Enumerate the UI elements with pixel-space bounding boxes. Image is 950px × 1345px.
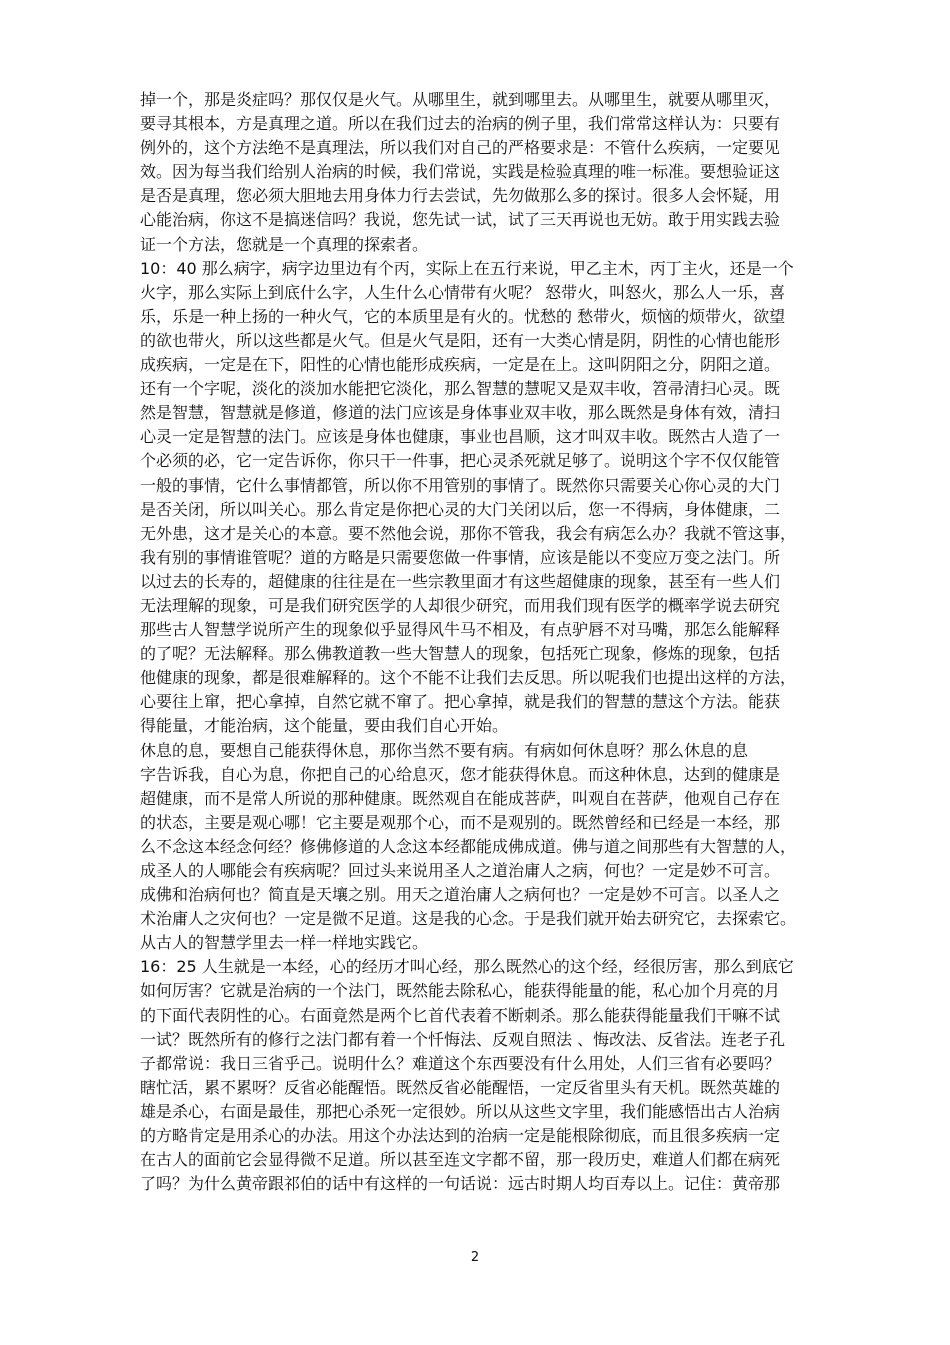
text-line: 然是智慧，智慧就是修道，修道的法门应该是身体事业双丰收，那么既然是身体有效，清扫 xyxy=(140,403,781,423)
text-line: 16：25 人生就是一本经，心的经历才叫心经，那么既然心的这个经，经很厉害，那么到底它 xyxy=(140,957,794,977)
text-line: 要寻其根本，方是真理之道。所以在我们过去的治病的例子里，我们常常这样认为：只要有 xyxy=(140,114,781,134)
text-line: 一般的事情，它什么事情都管，所以你不用管别的事情了。既然你只需要关心你心灵的大门 xyxy=(140,475,781,495)
text-line: 成疾病，一定是在下，阳性的心情也能形成疾病，一定是在上。这叫阴阳之分，阴阳之道。 xyxy=(140,355,781,375)
text-line: 火字，那么实际上到底什么字，人生什么心情带有火呢？ 怒带火，叫怒火，那么人一乐，喜 xyxy=(140,282,786,302)
page-number: 2 xyxy=(470,1250,480,1265)
text-line: 如何厉害？它就是治病的一个法门，既然能去除私心，能获得能量的能，私心加个月亮的月 xyxy=(140,981,781,1001)
text-line: 在古人的面前它会显得微不足道。所以甚至连文字都不留，那一段历史，难道人们都在病死 xyxy=(140,1150,781,1170)
text-line: 个必须的必，它一定告诉你，你只干一件事，把心灵杀死就足够了。说明这个字不仅仅能管 xyxy=(140,451,781,471)
text-line: 心能治病，你这不是搞迷信吗？我说，您先试一试，试了三天再说也无妨。敢于用实践去验 xyxy=(140,210,781,230)
text-line: 的方略肯定是用杀心的办法。用这个办法达到的治病一定是能根除彻底，而且很多疾病一定 xyxy=(140,1126,781,1146)
text-line: 的下面代表阴性的心。右面竟然是两个匕首代表着不断刺杀。那么能获得能量我们干嘛不试 xyxy=(140,1005,781,1025)
text-line: 效。因为每当我们给别人治病的时候，我们常说，实践是检验真理的唯一标准。要想验证这 xyxy=(140,162,781,182)
text-line: 得能量，才能治病，这个能量，要由我们自心开始。 xyxy=(140,716,509,736)
text-line: 他健康的现象，都是很难解释的。这个不能不让我们去反思。所以呢我们也提出这样的方法， xyxy=(140,668,797,688)
text-line: 了吗？为什么黄帝跟祁伯的话中有这样的一句话说：远古时期人均百寿以上。记住：黄帝那 xyxy=(140,1174,781,1194)
text-line: 的了呢？无法解释。那么佛教道教一些大智慧人的现象，包括死亡现象，修炼的现象，包括 xyxy=(140,644,781,664)
text-line: 休息的息，要想自己能获得休息，那你当然不要有病。有病如何休息呀？那么休息的息 xyxy=(140,740,749,760)
text-line: 雄是杀心，右面是最佳，那把心杀死一定很妙。所以从这些文字里，我们能感悟出古人治病 xyxy=(140,1101,781,1121)
text-line: 例外的，这个方法绝不是真理法，所以我们对自己的严格要求是：不管什么疾病，一定要见 xyxy=(140,138,781,158)
text-line: 的欲也带火，所以这些都是火气。但是火气是阳，还有一大类心情是阴，阴性的心情也能形 xyxy=(140,330,781,350)
text-line: 超健康，而不是常人所说的那种健康。既然观自在能成菩萨，叫观自在菩萨，他观自己存在 xyxy=(140,788,781,808)
text-line: 成圣人的人哪能会有疾病呢？回过头来说用圣人之道治庸人之病，何也？一定是妙不可言。 xyxy=(140,861,781,880)
text-line: 成佛和治病何也？简直是天壤之别。用天之道治庸人之病何也？一定是妙不可言。以圣人之 xyxy=(140,885,781,905)
text-line: 字告诉我，自心为息，你把自己的心给息灭，您才能获得休息。而这种休息，达到的健康是 xyxy=(140,764,781,784)
text-line: 术治庸人之灾何也？一定是微不足道。这是我的心念。于是我们就开始去研究它，去探索它。 xyxy=(140,909,797,929)
text-line: 么不念这本经念何经？修佛修道的人念这本经都能成佛成道。佛与道之间那些有大智慧的人， xyxy=(140,836,797,856)
text-line: 一试？既然所有的修行之法门都有着一个忏悔法、反观自照法 、悔改法、反省法。连老子孔 xyxy=(140,1029,786,1049)
body-text xyxy=(140,88,880,1196)
text-line: 心灵一定是智慧的法门。应该是身体也健康，事业也昌顺，这才叫双丰收。既然古人造了一 xyxy=(140,427,781,447)
text-line: 还有一个字呢，淡化的淡加水能把它淡化，那么智慧的慧呢又是双丰收，笤帚清扫心灵。既 xyxy=(140,379,781,399)
text-line: 心要往上窜，把心拿掉，自然它就不窜了。把心拿掉，就是我们的智慧的慧这个方法。能获 xyxy=(140,692,781,712)
text-line: 掉一个，那是炎症吗？那仅仅是火气。从哪里生，就到哪里去。从哪里生，就要从哪里灭， xyxy=(140,90,781,109)
text-line: 无外患，这才是关心的本意。要不然他会说，那你不管我，我会有病怎么办？我就不管这事， xyxy=(140,523,797,543)
text-line: 子都常说：我日三省乎己。说明什么？难道这个东西要没有什么用处，人们三省有必要吗？ xyxy=(140,1053,781,1073)
text-line: 从古人的智慧学里去一样一样地实践它。 xyxy=(140,933,429,953)
text-line: 无法理解的现象，可是我们研究医学的人却很少研究，而用我们现有医学的概率学说去研究 xyxy=(140,595,781,615)
text-line: 的状态，主要是观心哪！它主要是观那个心，而不是观别的。既然曾经和已经是一本经，那 xyxy=(140,812,781,832)
text-line: 证一个方法，您就是一个真理的探索者。 xyxy=(140,234,429,254)
text-line: 是否是真理，您必须大胆地去用身体力行去尝试，先勿做那么多的探讨。很多人会怀疑，用 xyxy=(140,186,781,206)
text-line: 乐，乐是一种上扬的一种火气，它的本质里是有火的。忧愁的 愁带火，烦恼的烦带火，欲望 xyxy=(140,306,786,326)
text-line: 是否关闭，所以叫关心。那么肯定是你把心灵的大门关闭以后，您一不得病，身体健康，二 xyxy=(140,499,781,519)
text-line: 那些古人智慧学说所产生的现象似乎显得风牛马不相及，有点驴唇不对马嘴，那怎么能解释 xyxy=(140,620,781,640)
text-line: 10：40 那么病字，病字边里边有个丙，实际上在五行来说，甲乙主木，丙丁主火，还是一个 xyxy=(140,258,794,278)
text-line: 我有别的事情谁管呢？道的方略是只需要您做一件事情，应该是能以不变应万变之法门。所 xyxy=(140,547,781,567)
text-line: 以过去的长寿的，超健康的往往是在一些宗教里面才有这些超健康的现象，甚至有一些人们 xyxy=(140,571,781,591)
text-line: 瞎忙活，累不累呀？反省必能醒悟。既然反省必能醒悟，一定反省里头有天机。既然英雄的 xyxy=(140,1077,781,1097)
